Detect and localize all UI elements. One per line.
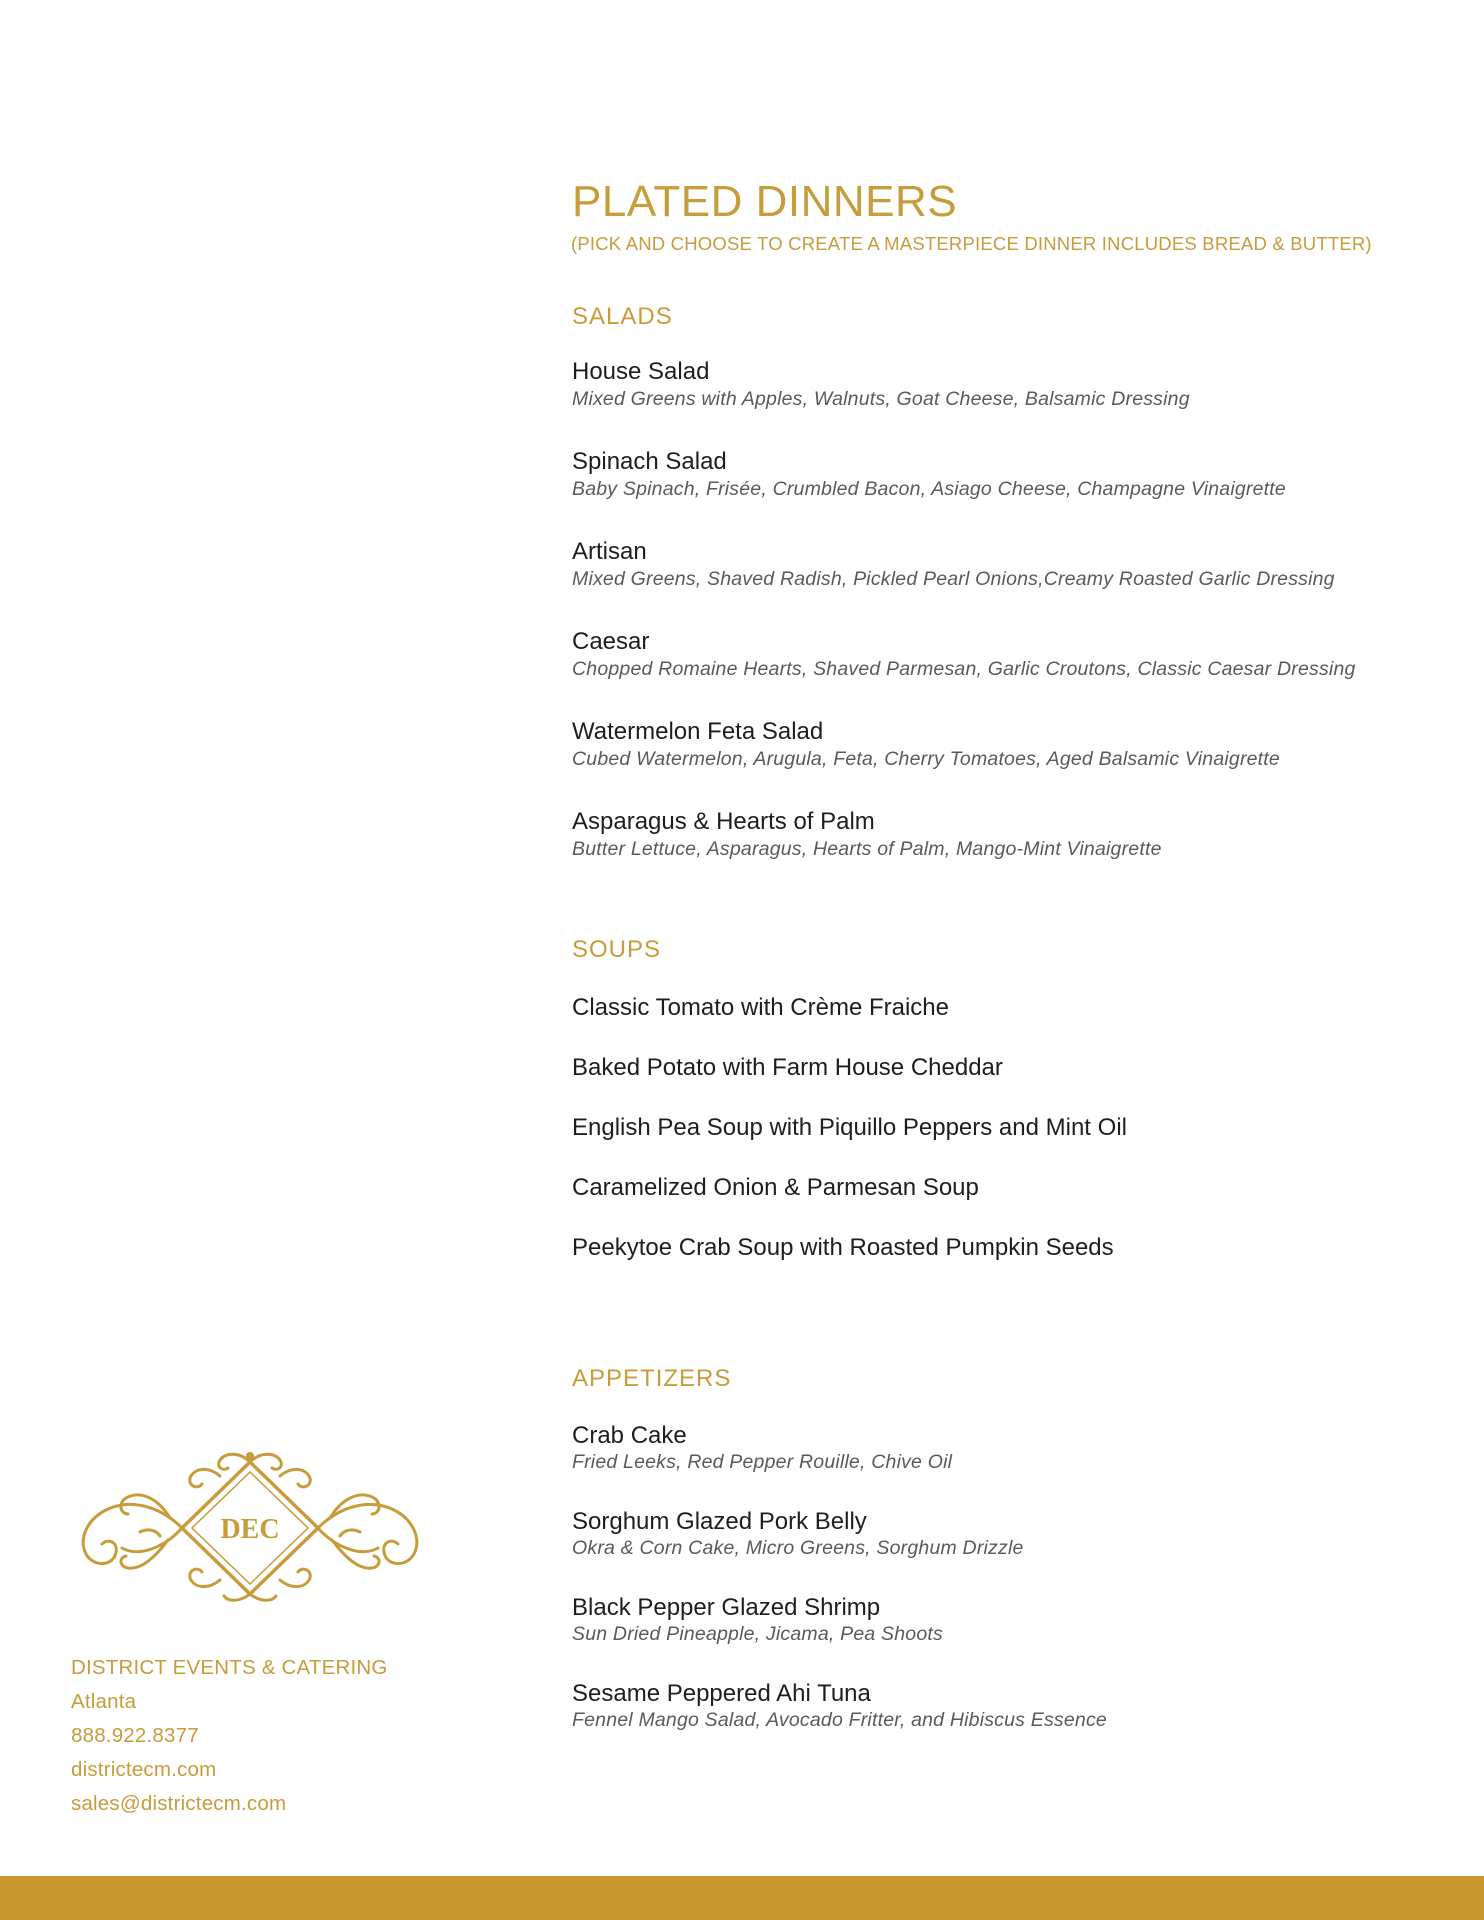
dec-logo-icon bbox=[70, 1446, 430, 1606]
phone-number[interactable]: 888.922.8377 bbox=[71, 1724, 199, 1747]
soups-heading: SOUPS bbox=[572, 936, 662, 963]
city: Atlanta bbox=[71, 1690, 137, 1713]
page-title: PLATED DINNERS bbox=[572, 177, 958, 226]
salad-description: Cubed Watermelon, Arugula, Feta, Cherry Tomatoes, Aged Balsamic Vinaigrette bbox=[572, 748, 1280, 770]
soups-list bbox=[572, 994, 1452, 1294]
salad-description: Baby Spinach, Frisée, Crumbled Bacon, Asiago Cheese, Champagne Vinaigrette bbox=[572, 478, 1286, 500]
email-link[interactable]: sales@districtecm.com bbox=[71, 1792, 287, 1815]
salad-name: Watermelon Feta Salad bbox=[572, 718, 824, 745]
appetizer-description: Fennel Mango Salad, Avocado Fritter, and Hibiscus Essence bbox=[572, 1709, 1107, 1731]
salad-name: House Salad bbox=[572, 358, 710, 385]
website-link[interactable]: districtecm.com bbox=[71, 1758, 217, 1781]
soup-item: Baked Potato with Farm House Cheddar bbox=[572, 1054, 1003, 1081]
appetizer-name: Crab Cake bbox=[572, 1422, 687, 1449]
logo-text: DEC bbox=[220, 1514, 280, 1545]
salads-heading: SALADS bbox=[572, 303, 673, 330]
salad-description: Mixed Greens, Shaved Radish, Pickled Pearl Onions,Creamy Roasted Garlic Dressing bbox=[572, 568, 1335, 590]
salad-name: Asparagus & Hearts of Palm bbox=[572, 808, 875, 835]
appetizers-list bbox=[572, 1422, 1452, 1766]
salad-description: Butter Lettuce, Asparagus, Hearts of Palm, Mango-Mint Vinaigrette bbox=[572, 838, 1162, 860]
salad-description: Mixed Greens with Apples, Walnuts, Goat Cheese, Balsamic Dressing bbox=[572, 388, 1190, 410]
soup-item: English Pea Soup with Piquillo Peppers and Mint Oil bbox=[572, 1114, 1127, 1141]
salads-list bbox=[572, 358, 1452, 898]
list-item bbox=[572, 1508, 1452, 1594]
salad-name: Caesar bbox=[572, 628, 650, 655]
list-item bbox=[572, 448, 1452, 538]
appetizer-name: Sorghum Glazed Pork Belly bbox=[572, 1508, 867, 1535]
soup-item: Classic Tomato with Crème Fraiche bbox=[572, 994, 950, 1021]
menu-content bbox=[572, 176, 1452, 1766]
footer-bar bbox=[0, 1876, 1484, 1920]
list-item bbox=[572, 1680, 1452, 1766]
company-name: DISTRICT EVENTS & CATERING bbox=[71, 1656, 388, 1679]
salad-description: Chopped Romaine Hearts, Shaved Parmesan, Garlic Croutons, Classic Caesar Dressing bbox=[572, 658, 1356, 680]
salad-name: Spinach Salad bbox=[572, 448, 727, 475]
appetizer-name: Black Pepper Glazed Shrimp bbox=[572, 1594, 881, 1621]
salad-name: Artisan bbox=[572, 538, 647, 565]
appetizer-description: Fried Leeks, Red Pepper Rouille, Chive Oil bbox=[572, 1451, 953, 1473]
list-item bbox=[572, 1594, 1452, 1680]
appetizers-heading: APPETIZERS bbox=[572, 1365, 732, 1392]
appetizer-description: Sun Dried Pineapple, Jicama, Pea Shoots bbox=[572, 1623, 943, 1645]
soup-item: Peekytoe Crab Soup with Roasted Pumpkin Seeds bbox=[572, 1234, 1114, 1261]
appetizer-description: Okra & Corn Cake, Micro Greens, Sorghum Drizzle bbox=[572, 1537, 1024, 1559]
list-item bbox=[572, 628, 1452, 718]
list-item bbox=[572, 808, 1452, 898]
appetizer-name: Sesame Peppered Ahi Tuna bbox=[572, 1680, 871, 1707]
list-item bbox=[572, 1422, 1452, 1508]
list-item bbox=[572, 538, 1452, 628]
contact-block bbox=[71, 1651, 491, 1821]
soup-item: Caramelized Onion & Parmesan Soup bbox=[572, 1174, 979, 1201]
page-subtitle: (PICK AND CHOOSE TO CREATE A MASTERPIECE DINNER INCLUDES BREAD & BUTTER) bbox=[571, 233, 1372, 254]
list-item bbox=[572, 718, 1452, 808]
list-item bbox=[572, 358, 1452, 448]
